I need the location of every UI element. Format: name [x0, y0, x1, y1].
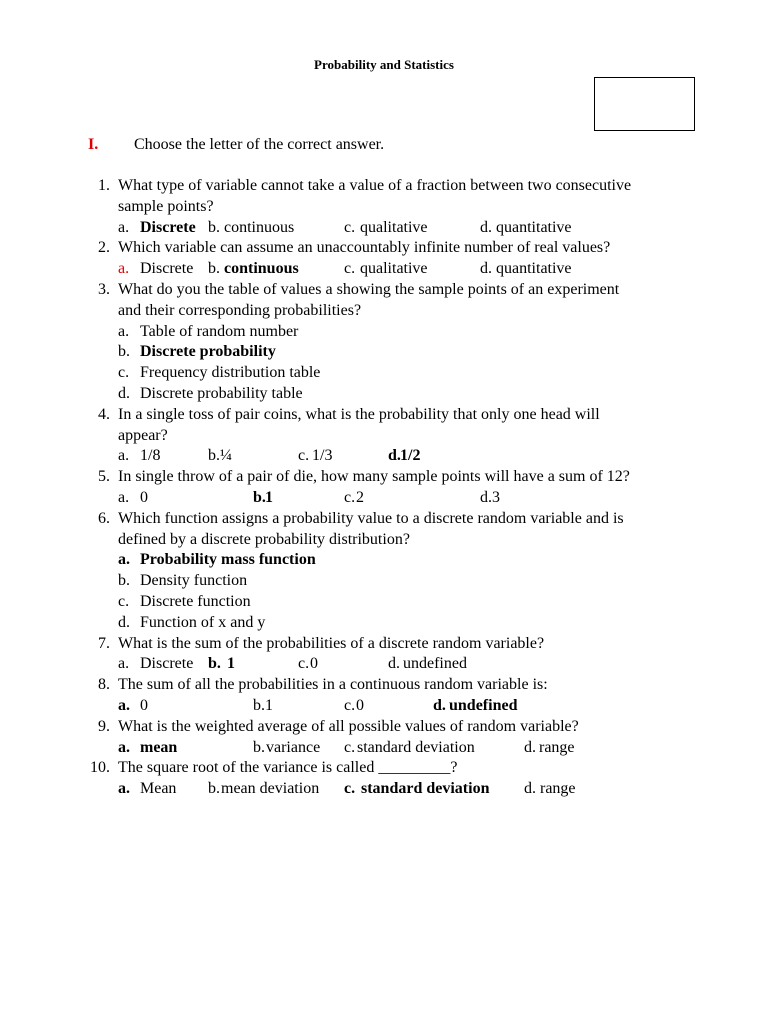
option-letter: c. — [298, 655, 310, 673]
question-line — [0, 508, 768, 529]
answer-option — [0, 321, 768, 342]
answer-options — [0, 445, 768, 466]
option-text: quantitative — [496, 218, 572, 236]
question-line — [0, 529, 768, 550]
option-letter: c. — [344, 738, 356, 756]
option-letter: a. — [118, 780, 130, 798]
question-text: and their corresponding probabilities? — [118, 301, 362, 319]
option-text: Discrete probability table — [140, 385, 303, 402]
question-line — [0, 466, 768, 487]
answer-options — [0, 217, 768, 238]
question-text: What is the weighted average of all possible values of random variable? — [118, 717, 579, 735]
question-number: 3. — [98, 281, 110, 298]
question-text: sample points? — [118, 197, 214, 215]
document-title: Probability and Statistics — [314, 57, 454, 72]
correct-answer: 1/2 — [400, 447, 421, 465]
question-text: appear? — [118, 426, 168, 444]
option-text: Frequency distribution table — [140, 364, 321, 382]
question-line — [0, 716, 768, 737]
option-letter: b. — [253, 738, 265, 756]
option-letter: a. — [118, 489, 130, 506]
option-text: 0 — [310, 655, 318, 673]
option-letter: c. — [344, 489, 356, 506]
correct-answer: Discrete — [140, 218, 196, 236]
question-text: What do you the table of values a showing the sample points of an experiment — [118, 281, 620, 298]
option-text: Discrete — [140, 655, 194, 673]
option-letter: c. — [118, 593, 130, 610]
correct-answer: 1 — [227, 655, 235, 673]
option-letter: d. — [433, 697, 446, 714]
option-text: Discrete function — [140, 593, 251, 610]
option-text: Density function — [140, 572, 248, 590]
answer-option — [0, 570, 768, 591]
option-letter: a. — [118, 738, 130, 756]
option-text: 0 — [356, 697, 364, 714]
answer-option — [0, 612, 768, 633]
answer-options — [0, 778, 768, 799]
option-text: range — [539, 738, 575, 756]
option-letter: a. — [118, 655, 130, 673]
section-heading — [88, 134, 384, 155]
option-letter: d. — [118, 613, 130, 631]
option-text: 3 — [492, 489, 500, 506]
option-letter: b. — [208, 655, 221, 673]
option-letter: c. — [298, 447, 310, 465]
option-letter: b. — [118, 572, 130, 590]
correct-answer: undefined — [449, 697, 518, 714]
option-letter: a. — [118, 697, 130, 714]
answer-option — [0, 591, 768, 612]
option-text: 1 — [265, 697, 273, 714]
option-letter: b. — [208, 218, 220, 236]
option-letter: d. — [388, 655, 400, 673]
option-letter: d. — [524, 738, 536, 756]
option-text: qualitative — [360, 260, 428, 278]
option-letter: c. — [344, 697, 356, 714]
option-letter: c. — [344, 260, 356, 278]
question-text: The sum of all the probabilities in a continuous random variable is: — [118, 676, 548, 694]
score-box — [594, 77, 695, 131]
option-letter: c. — [344, 780, 356, 798]
option-letter: c. — [344, 218, 356, 236]
option-text: qualitative — [360, 218, 428, 236]
option-text: 0 — [140, 489, 148, 506]
option-text: Function of x and y — [140, 613, 266, 631]
question-number: 2. — [98, 239, 110, 257]
question-number: 5. — [98, 468, 110, 486]
correct-answer: 1 — [265, 489, 273, 506]
option-text: standard deviation — [357, 738, 475, 756]
option-letter: d. — [118, 385, 130, 402]
option-text: range — [540, 780, 576, 798]
answer-option — [0, 383, 768, 404]
question-text: defined by a discrete probability distribution? — [118, 530, 410, 548]
correct-answer: Discrete probability — [140, 343, 276, 361]
answer-option — [0, 362, 768, 383]
correct-answer: mean — [140, 738, 178, 756]
section-number: I. — [88, 136, 99, 153]
question-number: 9. — [98, 717, 110, 735]
question-text: In single throw of a pair of die, how many sample points will have a sum of 12? — [118, 468, 630, 486]
question-line — [0, 196, 768, 217]
option-letter: b. — [118, 343, 130, 361]
option-text: continuous — [224, 218, 295, 236]
question-number: 1. — [98, 177, 110, 194]
option-text: mean deviation — [221, 780, 320, 798]
option-letter: d. — [524, 780, 536, 798]
answer-options — [0, 653, 768, 674]
question-line — [0, 425, 768, 446]
question-text: The square root of the variance is called _________? — [118, 759, 458, 777]
option-text: undefined — [403, 655, 467, 673]
question-text: Which function assigns a probability value to a discrete random variable and is — [118, 509, 624, 527]
option-text: 1/3 — [312, 447, 333, 465]
option-letter: a. — [118, 218, 130, 236]
option-letter: b. — [253, 697, 265, 714]
option-letter: b. — [208, 447, 220, 465]
answer-option — [0, 341, 768, 362]
option-letter: a. — [118, 551, 130, 569]
option-text: 1/8 — [140, 447, 161, 465]
option-letter: d. — [480, 218, 492, 236]
question-text: In a single toss of pair coins, what is the probability that only one head will — [118, 405, 600, 423]
question-number: 6. — [98, 509, 110, 527]
option-letter: a. — [118, 447, 130, 465]
option-letter: b. — [208, 780, 220, 798]
question-text: What type of variable cannot take a value of a fraction between two consecutive — [118, 177, 632, 194]
option-letter: d. — [388, 447, 401, 465]
option-letter: c. — [118, 364, 130, 382]
question-number: 4. — [98, 405, 110, 423]
answer-options — [0, 487, 768, 508]
option-letter: a. — [118, 260, 130, 278]
option-text: Discrete — [140, 260, 194, 278]
answer-options — [0, 695, 768, 716]
option-text: Mean — [140, 780, 177, 798]
option-text: quantitative — [496, 260, 572, 278]
option-text: Table of random number — [140, 322, 299, 340]
answer-options — [0, 737, 768, 758]
option-letter: d. — [480, 489, 492, 506]
answer-option — [0, 549, 768, 570]
option-text: variance — [266, 738, 321, 756]
option-text: ¼ — [220, 447, 232, 465]
question-text: What is the sum of the probabilities of a discrete random variable? — [118, 634, 545, 652]
question-line — [0, 300, 768, 321]
option-text: 2 — [356, 489, 364, 506]
question-line — [0, 175, 768, 196]
option-letter: b. — [253, 489, 266, 506]
question-line — [0, 237, 768, 258]
answer-options — [0, 258, 768, 279]
option-text: 0 — [140, 697, 148, 714]
correct-answer: continuous — [224, 260, 299, 278]
question-number: 8. — [98, 676, 110, 694]
question-line — [0, 757, 768, 778]
question-line — [0, 633, 768, 654]
option-letter: d. — [480, 260, 492, 278]
correct-answer: Probability mass function — [140, 551, 316, 569]
option-letter: a. — [118, 322, 130, 340]
question-line — [0, 279, 768, 300]
correct-answer: standard deviation — [361, 780, 490, 798]
question-number: 10. — [90, 759, 110, 777]
question-line — [0, 404, 768, 425]
question-text: Which variable can assume an unaccountably infinite number of real values? — [118, 239, 611, 257]
question-line — [0, 674, 768, 695]
section-instruction: Choose the letter of the correct answer. — [134, 136, 385, 153]
option-letter: b. — [208, 260, 220, 278]
question-number: 7. — [98, 634, 110, 652]
